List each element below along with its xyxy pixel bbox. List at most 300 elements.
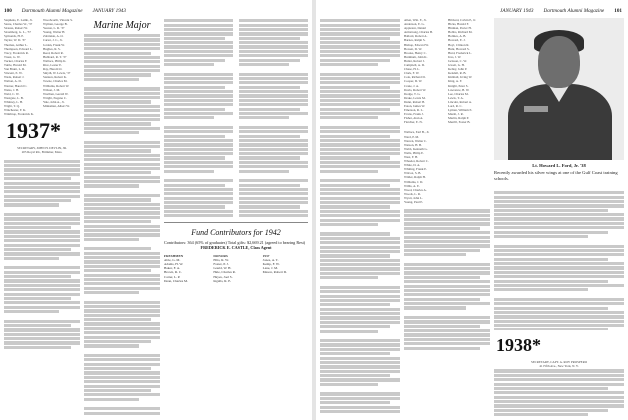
body-text-line (494, 369, 624, 372)
body-text-line (494, 302, 624, 305)
body-text-line (84, 322, 160, 325)
body-text-line (494, 245, 624, 248)
name-entry: West, F. H. (404, 155, 419, 159)
name-entry: Watson, H. B. (404, 142, 422, 147)
body-text-line (320, 116, 378, 119)
body-text-line (239, 37, 300, 40)
name-entry: Lawrence, B. W. (448, 87, 470, 92)
body-text-line (494, 315, 624, 318)
name-entry: Smyth, W. Lewis, '37 (43, 71, 71, 76)
body-text-line (84, 203, 160, 206)
name-entry: Wight, T. Q. (4, 103, 20, 108)
body-text-line (320, 126, 400, 129)
body-text-line (84, 118, 160, 121)
body-text-line (84, 141, 160, 144)
body-text-line (4, 186, 80, 189)
body-text-line (84, 309, 160, 312)
body-text-line (320, 184, 390, 187)
body-text-line (320, 392, 400, 395)
photo-caption-text: Recently awarded his silver wings at one of the Gulf Coast training schools. (494, 170, 618, 181)
body-text-line (84, 69, 160, 72)
body-text-line (404, 267, 490, 270)
name-entry: Allen, Wm. F., Jr. (404, 18, 427, 22)
fund-table-row: Carter, L. P. (164, 274, 181, 279)
body-text-line (320, 143, 400, 146)
body-text-line (404, 209, 490, 212)
body-text-line (84, 109, 160, 112)
body-text-line (84, 301, 160, 304)
body-text-line (404, 302, 490, 305)
body-text-line (4, 297, 71, 300)
body-text-line (494, 191, 624, 194)
body-text-line (239, 192, 308, 195)
body-text-line (320, 152, 400, 155)
body-text-line (404, 244, 490, 247)
body-text-line (4, 288, 80, 291)
body-text-line (320, 135, 390, 138)
name-entry: Campbell, A. D. (404, 63, 425, 68)
name-entry: Jackson, C. W. (448, 58, 467, 63)
body-text-line (164, 165, 233, 168)
name-entry: Wilder, Ralph H. (404, 175, 426, 180)
body-text-line (320, 276, 378, 279)
body-text-line (239, 143, 308, 146)
body-text-line (320, 214, 400, 217)
name-entry: Webb, Kenneth G. (404, 146, 428, 151)
body-text-line (494, 253, 624, 256)
name-entry: Holmes, A. B. (448, 34, 467, 39)
body-text-line (84, 260, 160, 263)
body-text-line (320, 357, 400, 360)
left-page (0, 0, 312, 420)
name-entry: Bowen, D. W. (404, 46, 422, 51)
secretary-line-1: SECRETARY, JOHN H. DEVLIN, JR. (17, 146, 67, 151)
body-text-line (494, 307, 608, 310)
class-1938-body-text (494, 369, 624, 420)
right-running-head (500, 6, 622, 15)
name-entry: Howard, E. J. (448, 38, 466, 43)
right-col2-body-text (404, 209, 490, 349)
body-text-line (404, 289, 490, 292)
body-text-line (320, 24, 400, 27)
body-text-line (164, 130, 233, 133)
body-text-line (164, 108, 225, 111)
name-entry: Marsh, J. R. (448, 112, 464, 117)
body-text-line (84, 171, 151, 174)
body-text-line (84, 131, 139, 134)
body-text-line (164, 161, 233, 164)
body-text-line (239, 19, 308, 22)
body-text-line (84, 269, 151, 272)
body-text-line (239, 73, 308, 76)
body-text-line (494, 200, 624, 203)
fund-contributors-table (164, 254, 308, 283)
fund-table-head-3: 1937 (262, 253, 270, 258)
body-text-line (494, 266, 624, 269)
name-entry: Wallace, Philip K. (43, 58, 67, 63)
body-text-line (494, 249, 624, 252)
right-secretary (494, 360, 624, 368)
body-text-line (239, 201, 308, 204)
name-entry: Walton, A. D. (4, 79, 22, 84)
fund-table-row: Baker, F. A. (164, 266, 181, 271)
body-text-line (404, 253, 466, 256)
body-text-line (84, 247, 151, 250)
body-text-line (320, 37, 390, 40)
name-entry: Appleton, Daniel (404, 26, 426, 31)
body-text-line (320, 370, 400, 373)
body-text-line (404, 263, 490, 266)
body-text-line (320, 90, 400, 93)
name-entry: Crane, J. A. (404, 83, 419, 88)
body-text-line (4, 213, 80, 216)
body-text-line (84, 78, 139, 81)
name-entry: Van Brunt, L. R. (4, 67, 26, 72)
body-text-line (4, 164, 80, 167)
body-text-line (320, 321, 400, 324)
body-text-line (320, 28, 400, 31)
fund-table-row: Gould, W. H. (213, 266, 232, 271)
body-text-line (320, 232, 390, 235)
body-text-line (404, 285, 490, 288)
secretary-1938-line-1: SECRETARY, CAPT. A. ROY PROSPERO (530, 360, 588, 364)
body-text-line (239, 94, 308, 97)
body-text-line (320, 330, 378, 333)
body-text-line (84, 149, 151, 152)
body-text-line (84, 92, 160, 95)
body-text-line (239, 214, 308, 217)
body-text-line (320, 267, 400, 270)
body-text-line (84, 256, 160, 259)
name-entry: Truax, G. W. (4, 54, 21, 59)
body-text-line (164, 37, 225, 40)
body-text-line (494, 320, 624, 323)
body-text-line (239, 205, 300, 208)
body-text-line (4, 190, 80, 193)
name-entry: Drake, Lewis M. (404, 95, 426, 100)
body-text-line (4, 328, 80, 331)
body-text-line (494, 213, 624, 216)
body-text-line (239, 197, 308, 200)
body-text-line (494, 222, 624, 225)
body-text-line (4, 195, 80, 198)
name-entry: Cooper, D. W. (404, 79, 423, 84)
name-entry: Willis, A. E. (404, 183, 420, 188)
body-text-line (494, 400, 624, 403)
body-text-line (164, 143, 233, 146)
body-text-line (84, 154, 160, 157)
body-text-line (404, 222, 490, 225)
body-text-line (164, 50, 233, 53)
secretary-line-2: 205 Royal Rd., Brimmer, Mass. (21, 150, 63, 155)
name-entry: Stromberg, G. L., '37 (4, 30, 31, 35)
right-magazine-title: Dartmouth Alumni Magazine (543, 7, 605, 14)
body-text-line (84, 47, 160, 50)
body-text-line (4, 173, 80, 176)
body-text-line (239, 112, 308, 115)
name-entry: Weiss, J. H. (4, 87, 20, 92)
left-column-2 (84, 18, 160, 416)
body-text-line (164, 54, 233, 57)
body-text-line (84, 331, 160, 334)
body-text-line (239, 148, 308, 151)
body-text-line (84, 43, 160, 46)
body-text-line (84, 52, 151, 55)
body-text-line (404, 342, 490, 345)
fund-table-row: Jones, A. T. (262, 257, 279, 262)
body-text-line (320, 365, 400, 368)
body-text-line (164, 188, 233, 191)
name-entry: Yeaton, L. R. '37 (43, 26, 65, 31)
class-1938-section (494, 330, 624, 420)
body-text-line (84, 393, 160, 396)
name-entry: Towne, Charles M. (43, 79, 68, 84)
body-text-line (239, 32, 308, 35)
body-text-line (4, 301, 80, 304)
name-entry: Carter, J. C., Jr. (43, 38, 63, 43)
name-entry: Davis, Robert W. (404, 87, 426, 92)
body-text-line (239, 116, 289, 119)
body-text-line (4, 222, 80, 225)
body-text-line (239, 103, 308, 106)
body-text-line (164, 116, 214, 119)
body-text-line (320, 303, 390, 306)
body-text-line (84, 34, 160, 37)
body-text-line (239, 77, 308, 80)
body-text-line (494, 280, 608, 283)
right-name-list-a (404, 18, 446, 124)
name-entry: Whiting, Frank E. (404, 167, 428, 172)
name-entry: Stanton, Robert K. (43, 75, 67, 80)
body-text-line (84, 371, 160, 374)
body-text-line (4, 293, 80, 296)
name-entry: Reed, Robert R. (43, 50, 64, 55)
fund-table-row: Adams, H. W. (164, 261, 184, 266)
name-entry: Hibbard, Calvin P., Jr. (448, 18, 477, 22)
body-text-line (320, 254, 390, 257)
body-text-line (84, 265, 160, 268)
body-text-line (494, 258, 608, 261)
left-col1-body-text (4, 160, 80, 349)
body-text-line (320, 148, 400, 151)
body-text-line (164, 139, 233, 142)
body-text-line (84, 114, 160, 117)
body-text-line (320, 246, 400, 249)
name-entry: Williams, J. D. (404, 179, 424, 184)
name-entry: Winthrop, Frederick K. (4, 112, 34, 117)
photo-caption (494, 163, 624, 181)
body-text-line (320, 130, 400, 133)
body-text-line (320, 259, 400, 262)
body-text-line (404, 214, 490, 217)
body-text-line (239, 184, 300, 187)
name-entry: Westgate, L. B. (4, 95, 24, 100)
body-text-line (320, 312, 400, 315)
body-text-line (4, 337, 80, 340)
body-text-line (494, 204, 624, 207)
body-text-line (4, 168, 80, 171)
body-text-line (404, 333, 490, 336)
name-entry: Hubbard, R. T. '37 (43, 54, 67, 59)
name-entry: Ward, P. M. (404, 134, 420, 139)
name-entry: Brooks, Henry C. (404, 50, 427, 55)
body-text-line (494, 374, 624, 377)
body-text-line (404, 249, 480, 252)
body-text-line (239, 156, 300, 159)
body-text-line (84, 305, 160, 308)
body-text-line (4, 235, 80, 238)
left-name-list-b (43, 18, 80, 116)
right-column-1 (320, 18, 400, 416)
body-text-line (84, 278, 160, 281)
name-entry: Ballard, Robert A. (404, 34, 428, 39)
body-text-line (84, 87, 160, 90)
name-entry: Bishop, Edward W. (404, 42, 429, 47)
body-text-line (320, 378, 400, 381)
body-text-line (4, 230, 80, 233)
name-entry: Merrill, Foster B. (448, 120, 471, 125)
body-text-line (494, 217, 624, 220)
name-entry: Knight, Peter S. (448, 83, 469, 88)
name-entry: Worthen, Gerald W. (43, 91, 69, 96)
body-text-line (84, 354, 160, 357)
left-issue-date: JANUARY 1943 (92, 7, 126, 14)
name-entry: Anderson, E. G. (404, 22, 425, 27)
body-text-line (164, 81, 233, 84)
body-text-line (320, 73, 400, 76)
body-text-line (84, 96, 160, 99)
left-running-head (4, 6, 126, 15)
name-entry: Jewett, G. H. (448, 63, 465, 68)
name-entry: Weld, C. W. (4, 91, 20, 96)
name-entry: Stone, Charles W., '37 (4, 22, 33, 27)
body-text-line (404, 329, 490, 332)
body-text-line (84, 340, 151, 343)
body-text-line (4, 244, 80, 247)
body-text-line (4, 279, 80, 282)
body-text-line (404, 276, 480, 279)
fund-table-row: Ellis, R. W. (213, 257, 229, 262)
name-entry: Burnham, John K. (404, 54, 428, 59)
name-entry: Armstrong, Charles B. (404, 30, 433, 35)
body-text-line (239, 45, 308, 48)
body-text-line (320, 343, 400, 346)
body-text-line (4, 199, 71, 202)
body-text-line (84, 38, 160, 41)
body-text-line (164, 86, 225, 89)
fund-table-row: Dean, Charles M. (164, 278, 188, 283)
body-text-line (320, 197, 400, 200)
body-text-line (404, 316, 490, 319)
name-entry: Tracy, Frederick R. (4, 50, 29, 55)
body-text-line (494, 226, 624, 229)
body-text-line (404, 293, 490, 296)
name-entry: Hughes, R. S. (43, 46, 61, 51)
fund-divider (164, 222, 308, 223)
body-text-line (4, 284, 80, 287)
body-text-line (494, 324, 624, 327)
body-text-line (84, 274, 160, 277)
name-entry: Lord, R. C. (448, 103, 463, 108)
name-entry: Fisher, Alan A. (404, 116, 424, 121)
body-text-line (84, 358, 160, 361)
body-text-line (320, 308, 400, 311)
body-text-line (84, 198, 151, 201)
body-text-line (84, 407, 160, 410)
body-text-line (239, 108, 300, 111)
left-col3a-body-text (164, 18, 233, 219)
body-text-line (84, 225, 160, 228)
body-text-line (494, 378, 624, 381)
body-text-line (84, 180, 160, 183)
body-text-line (320, 41, 400, 44)
body-text-line (320, 286, 400, 289)
body-text-line (84, 229, 160, 232)
body-text-line (84, 207, 160, 210)
body-text-line (164, 103, 233, 106)
body-text-line (494, 235, 588, 238)
body-text-line (404, 236, 490, 239)
body-text-line (320, 219, 400, 222)
body-text-line (84, 380, 160, 383)
body-text-line (164, 156, 225, 159)
body-text-line (494, 209, 608, 212)
body-text-line (320, 19, 400, 22)
name-entry: Hicks, Harold F. (448, 22, 469, 27)
pilot-wings-badge (524, 106, 548, 112)
body-text-line (164, 77, 233, 80)
body-text-line (4, 324, 71, 327)
body-text-line (320, 45, 400, 48)
body-text-line (494, 383, 624, 386)
body-text-line (84, 282, 160, 285)
body-text-line (84, 194, 160, 197)
name-entry: Hurd, Frederick L. (448, 50, 472, 55)
body-text-line (494, 409, 608, 412)
body-text-line (239, 63, 289, 66)
body-text-line (320, 210, 400, 213)
body-text-line (84, 220, 151, 223)
body-text-line (4, 346, 71, 349)
body-text-line (84, 122, 151, 125)
name-entry: Wheeler, Robert C. (404, 159, 429, 164)
secretary-1938-line-2: 41 Fifth Ave., New York, N. Y. (539, 364, 579, 369)
body-text-line (404, 306, 466, 309)
fund-table-row: Brown, R. C. (164, 270, 182, 275)
body-text-line (4, 203, 59, 206)
body-text-line (84, 336, 160, 339)
body-text-line (494, 231, 608, 234)
body-text-line (164, 135, 225, 138)
body-text-line (404, 231, 490, 234)
body-text-line (164, 184, 225, 187)
body-text-line (320, 237, 400, 240)
body-text-line (404, 347, 480, 350)
body-text-line (494, 413, 588, 416)
name-entry: Whitney, L. H. (4, 99, 24, 104)
fund-table-row: Kemp, F. W. (262, 261, 280, 266)
body-text-line (320, 86, 390, 89)
body-text-line (239, 90, 308, 93)
name-entry: Hoyt, Clinton R. (448, 42, 470, 47)
body-text-line (4, 333, 80, 336)
fund-table-row: Ingalls, R. E. (213, 278, 232, 283)
body-text-line (320, 59, 390, 62)
name-entry: Minisman, Albert W. (43, 103, 70, 108)
name-entry: Ray, Harold O. (43, 67, 63, 72)
body-text-line (320, 50, 400, 53)
body-text-line (84, 385, 160, 388)
